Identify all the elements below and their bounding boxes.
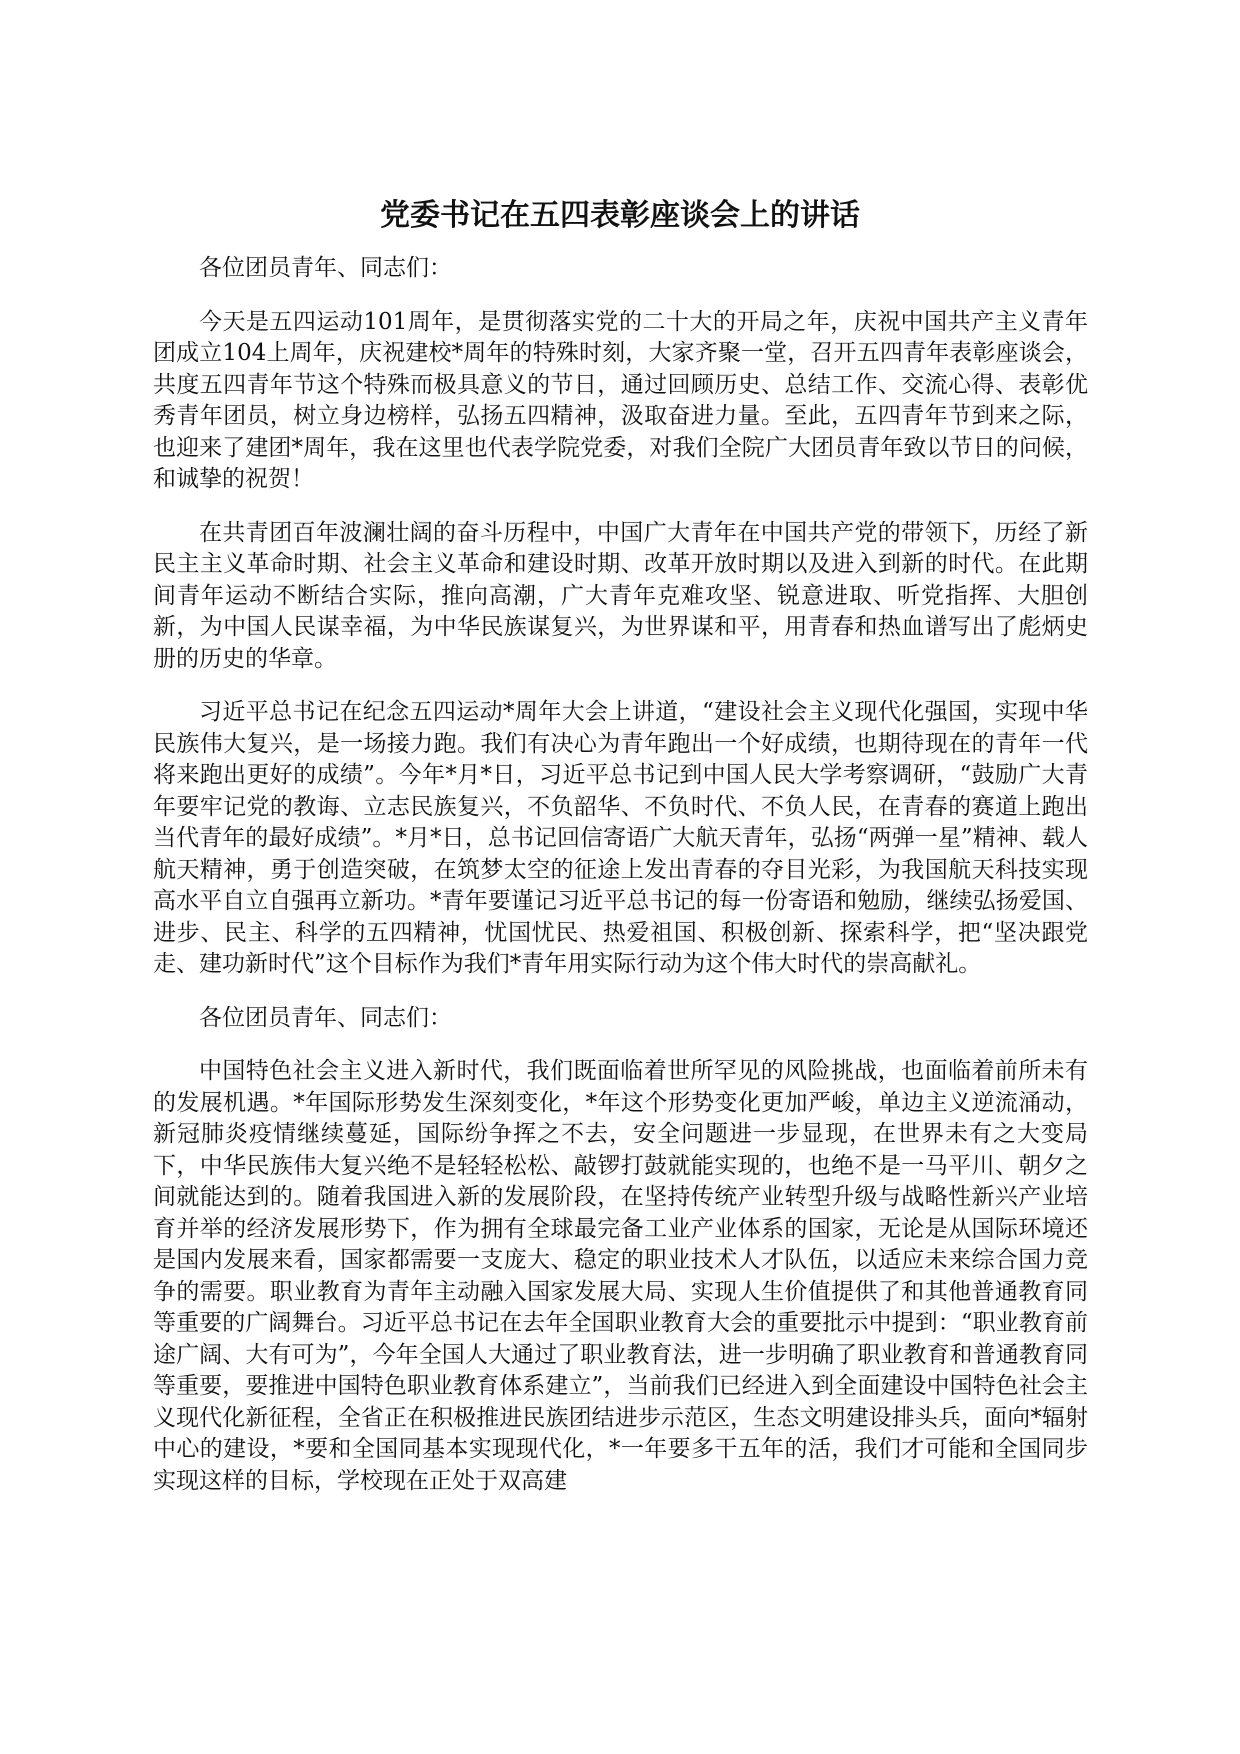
salutation: 各位团员青年、同志们： <box>199 1004 452 1031</box>
body-paragraph: 中国特色社会主义进入新时代，我们既面临着世所罕见的风险挑战，也面临着前所未有的发展机遇。*年国际形势发生深刻变化，*年这个形势变化更加严峻，单边主义逆流涌动，新冠肺炎疫情继续蔓延，国际纷争挥之不去，安全问题进一步显现，在世界未有之大变局下，中华民族伟大复兴绝不是轻轻松松、敲锣打鼓就能实现的，也绝不是一马平川、朝夕之间就能达到的。随着我国进入新的发展阶段，在坚持传统产业转型升级与战略性新兴产业培育并举的经济发展形势下，作为拥有全球最完备工业产业体系的国家，无论是从国际环境还是国内发展来看，国家都需要一支庞大、稳定的职业技术人才队伍，以适应未来综合国力竞争的需要。职业教育为青年主动融入国家发展大局、实现人生价值提供了和其他普通教育同等重要的广阔舞台。习近平总书记在去年全国职业教育大会的重要批示中提到：“职业教育前途广阔、大有可为”，今年全国人大通过了职业教育法，进一步明确了职业教育和普通教育同等重要，要推进中国特色职业教育体系建立”，当前我们已经进入到全面建设中国特色社会主义现代化新征程，全省正在积极推进民族团结进步示范区，生态文明建设排头兵，面向*辐射中心的建设，*要和全国同基本实现现代化，*一年要多干五年的活，我们才可能和全国同步实现这样的目标，学校现在正处于双高建 <box>153 1058 1088 1494</box>
body-paragraph: 今天是五四运动101周年，是贯彻落实党的二十大的开局之年，庆祝中国共产主义青年团成立104上周年，庆祝建校*周年的特殊时刻，大家齐聚一堂，召开五四青年表彰座谈会，共度五四青年节这个特殊而极具意义的节日，通过回顾历史、总结工作、交流心得、表彰优秀青年团员，树立身边榜样，弘扬五四精神，汲取奋进力量。至此，五四青年节到来之际，也迎来了建团*周年，我在这里也代表学院党委，对我们全院广大团员青年致以节日的问候，和诚挚的祝贺！ <box>153 308 1088 492</box>
document-body <box>153 253 1088 1519</box>
salutation: 各位团员青年、同志们： <box>199 255 452 281</box>
document-title: 党委书记在五四表彰座谈会上的讲话 <box>380 198 860 233</box>
body-paragraph: 习近平总书记在纪念五四运动*周年大会上讲道，“建设社会主义现代化强国，实现中华民族伟大复兴，是一场接力跑。我们有决心为青年跑出一个好成绩，也期待现在的青年一代将来跑出更好的成绩”。今年*月*日，习近平总书记到中国人民大学考察调研，“鼓励广大青年要牢记党的教诲、立志民族复兴，不负韶华、不负时代、不负人民，在青春的赛道上跑出当代青年的最好成绩”。*月*日，总书记回信寄语广大航天青年，弘扬“两弹一星”精神、载人航天精神，勇于创造突破，在筑梦太空的征途上发出青春的夺目光彩，为我国航天科技实现高水平自立自强再立新功。*青年要谨记习近平总书记的每一份寄语和勉励，继续弘扬爱国、进步、民主、科学的五四精神，忧国忧民、热爱祖国、积极创新、探索科学，把“坚决跟党走、建功新时代”这个目标作为我们*青年用实际行动为这个伟大时代的崇高献礼。 <box>153 699 1088 977</box>
body-paragraph: 在共青团百年波澜壮阔的奋斗历程中，中国广大青年在中国共产党的带领下，历经了新民主主义革命时期、社会主义革命和建设时期、改革开放时期以及进入到新的时代。在此期间青年运动不断结合实际，推向高潮，广大青年克难攻坚、锐意进取、听党指挥、大胆创新，为中国人民谋幸福，为中华民族谋复兴，为世界谋和平，用青春和热血谱写出了彪炳史册的历史的华章。 <box>153 519 1088 672</box>
